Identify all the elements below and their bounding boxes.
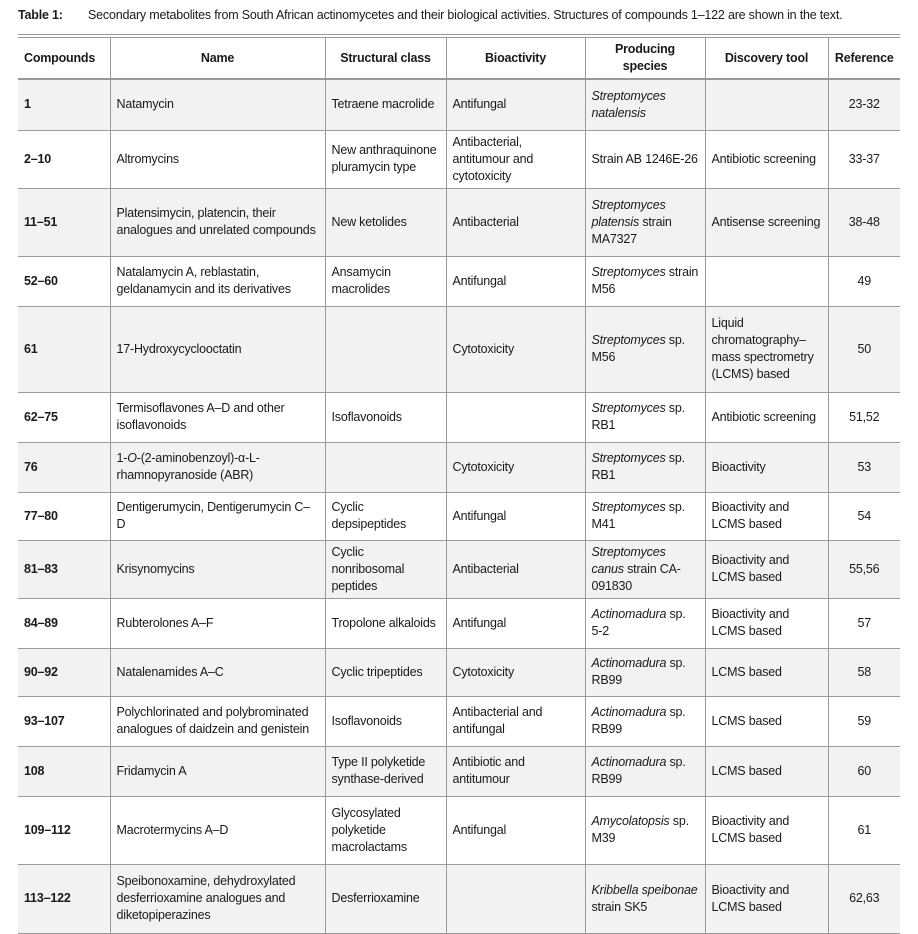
bioactivity-text: Cytotoxicity <box>452 459 515 474</box>
species-text: sp. M39 <box>591 814 689 845</box>
name-text: Rubterolones A–F <box>116 615 214 630</box>
class-text: Tropolone alkaloids <box>331 615 436 630</box>
tool-text: Bioactivity and LCMS based <box>711 553 790 584</box>
species-text: sp. RB99 <box>591 705 686 736</box>
species-text: sp. M56 <box>591 333 685 364</box>
compounds-text: 76 <box>24 459 38 474</box>
reference-cell <box>828 492 900 540</box>
tool-text: LCMS based <box>711 664 782 679</box>
species-cell <box>585 540 705 598</box>
tool-text: Bioactivity and LCMS based <box>711 500 790 531</box>
reference-text: 33-37 <box>848 151 880 166</box>
table-row <box>18 648 900 696</box>
discovery-tool-cell <box>705 746 828 796</box>
bioactivity-cell <box>446 442 585 492</box>
compounds-cell <box>18 796 110 864</box>
compounds-text: 11–51 <box>24 214 58 229</box>
species-text: sp. RB1 <box>591 401 685 432</box>
table-row <box>18 442 900 492</box>
species-text: Strain AB 1246E-26 <box>591 151 698 166</box>
compounds-text: 109–112 <box>24 822 71 837</box>
table-row <box>18 306 900 392</box>
compounds-text: 90–92 <box>24 664 58 679</box>
name-text: Natalenamides A–C <box>116 664 224 679</box>
name-cell <box>110 796 325 864</box>
bioactivity-text: Antifungal <box>452 273 507 288</box>
name-text: Krisynomycins <box>116 561 195 576</box>
bioactivity-cell <box>446 256 585 306</box>
header-structural-class: Structural class <box>325 36 446 79</box>
reference-cell <box>828 648 900 696</box>
species-italic-text: Actinomadura <box>591 656 667 670</box>
discovery-tool-cell <box>705 796 828 864</box>
header-discovery-tool: Discovery tool <box>705 36 828 79</box>
compounds-cell <box>18 306 110 392</box>
discovery-tool-cell <box>705 492 828 540</box>
reference-cell <box>828 696 900 746</box>
structural-class-cell <box>325 540 446 598</box>
discovery-tool-cell <box>705 648 828 696</box>
reference-cell <box>828 188 900 256</box>
discovery-tool-cell <box>705 696 828 746</box>
species-cell <box>585 864 705 933</box>
class-text: Tetraene macrolide <box>331 97 435 112</box>
tool-text: LCMS based <box>711 763 782 778</box>
name-text: Altromycins <box>116 151 179 166</box>
reference-cell <box>828 540 900 598</box>
name-italic-text: O <box>127 451 137 465</box>
discovery-tool-cell <box>705 540 828 598</box>
species-italic-text: Streptomyces <box>591 401 666 415</box>
species-cell <box>585 130 705 188</box>
reference-text: 62,63 <box>849 891 880 905</box>
species-cell <box>585 648 705 696</box>
structural-class-cell <box>325 79 446 130</box>
species-text: sp. RB99 <box>591 755 686 786</box>
compounds-cell <box>18 492 110 540</box>
species-text: sp. M41 <box>591 500 685 531</box>
species-cell <box>585 79 705 130</box>
table-row <box>18 256 900 306</box>
tool-text: Liquid chromatography–mass spectrometry (LCMS) based <box>711 316 814 381</box>
species-cell <box>585 306 705 392</box>
bioactivity-cell <box>446 188 585 256</box>
compounds-text: 93–107 <box>24 713 65 728</box>
species-italic-text: Streptomyces <box>591 500 666 514</box>
class-text: Type II polyketide synthase-derived <box>331 755 426 786</box>
species-cell <box>585 188 705 256</box>
compounds-text: 84–89 <box>24 615 58 630</box>
table-row <box>18 188 900 256</box>
reference-text: 38-48 <box>848 214 880 229</box>
name-text: Polychlorinated and polybrominated analogues of daidzein and genistein <box>116 705 309 736</box>
header-reference: Reference <box>828 36 900 79</box>
bioactivity-text: Cytotoxicity <box>452 341 515 356</box>
reference-cell <box>828 306 900 392</box>
name-text: 1- <box>116 451 128 465</box>
table-row <box>18 796 900 864</box>
structural-class-cell <box>325 696 446 746</box>
reference-text: 51,52 <box>849 409 880 424</box>
species-text: strain SK5 <box>591 899 648 914</box>
name-cell <box>110 540 325 598</box>
bioactivity-cell <box>446 540 585 598</box>
species-italic-text: Actinomadura <box>591 755 667 769</box>
reference-text: 55,56 <box>849 561 880 576</box>
tool-text: Antibiotic screening <box>711 151 816 166</box>
species-cell <box>585 696 705 746</box>
reference-text: 58 <box>857 664 871 679</box>
name-cell <box>110 306 325 392</box>
compounds-cell <box>18 130 110 188</box>
name-cell <box>110 864 325 933</box>
name-text: Termisoflavones A–D and other isoflavonoids <box>116 401 285 432</box>
bioactivity-text: Antibacterial, antitumour and cytotoxicity <box>452 134 534 183</box>
table-caption <box>18 8 842 22</box>
species-cell <box>585 796 705 864</box>
compounds-text: 108 <box>24 763 45 778</box>
discovery-tool-cell <box>705 306 828 392</box>
name-cell <box>110 256 325 306</box>
bioactivity-cell <box>446 492 585 540</box>
bioactivity-text: Antifungal <box>452 97 507 112</box>
name-text: Macrotermycins A–D <box>116 822 229 837</box>
bioactivity-cell <box>446 306 585 392</box>
reference-cell <box>828 598 900 648</box>
reference-text: 61 <box>857 822 871 837</box>
compounds-cell <box>18 696 110 746</box>
compounds-text: 77–80 <box>24 508 58 523</box>
structural-class-cell <box>325 130 446 188</box>
name-cell <box>110 130 325 188</box>
name-cell <box>110 79 325 130</box>
reference-text: 49 <box>857 273 871 288</box>
name-cell <box>110 598 325 648</box>
tool-text: Bioactivity <box>711 459 766 474</box>
species-text: strain M56 <box>591 265 699 296</box>
species-cell <box>585 746 705 796</box>
class-text: Isoflavonoids <box>331 713 402 728</box>
tool-text: Antisense screening <box>711 214 821 229</box>
class-text: Cyclic nonribosomal peptides <box>331 544 405 593</box>
header-compounds: Compounds <box>18 36 110 79</box>
structural-class-cell <box>325 392 446 442</box>
compounds-cell <box>18 598 110 648</box>
compounds-text: 2–10 <box>24 151 52 166</box>
compounds-text: 61 <box>24 341 38 356</box>
name-text: Platensimycin, platencin, their analogues and unrelated compounds <box>116 206 316 237</box>
species-cell <box>585 256 705 306</box>
name-text: Natalamycin A, reblastatin, geldanamycin and its derivatives <box>116 265 291 296</box>
compounds-cell <box>18 392 110 442</box>
reference-text: 50 <box>857 341 871 356</box>
bioactivity-text: Antibiotic and antitumour <box>452 755 525 786</box>
class-text: New anthraquinone pluramycin type <box>331 143 437 174</box>
header-producing-species: Producing species <box>585 36 705 79</box>
bioactivity-cell <box>446 746 585 796</box>
reference-text: 60 <box>857 763 871 778</box>
class-text: Cyclic depsipeptides <box>331 500 407 531</box>
compounds-cell <box>18 540 110 598</box>
compounds-text: 62–75 <box>24 409 58 424</box>
compounds-cell <box>18 442 110 492</box>
reference-text: 57 <box>857 615 871 630</box>
table-row <box>18 79 900 130</box>
name-cell <box>110 696 325 746</box>
table-row <box>18 492 900 540</box>
compounds-cell <box>18 256 110 306</box>
reference-cell <box>828 796 900 864</box>
bioactivity-cell <box>446 696 585 746</box>
metabolites-table <box>18 34 900 934</box>
reference-cell <box>828 130 900 188</box>
class-text: Desferrioxamine <box>331 891 420 905</box>
species-cell <box>585 492 705 540</box>
structural-class-cell <box>325 796 446 864</box>
table-row <box>18 598 900 648</box>
species-italic-text: Streptomyces <box>591 333 666 347</box>
name-text: 17-Hydroxycyclooctatin <box>116 341 242 356</box>
bioactivity-cell <box>446 796 585 864</box>
name-cell <box>110 746 325 796</box>
structural-class-cell <box>325 648 446 696</box>
species-italic-text: Kribbella speibonae <box>591 882 698 897</box>
name-cell <box>110 188 325 256</box>
discovery-tool-cell <box>705 79 828 130</box>
bioactivity-text: Cytotoxicity <box>452 664 515 679</box>
name-text: Speibonoxamine, dehydroxylated desferrioxamine analogues and diketopiperazines <box>116 874 296 922</box>
compounds-text: 52–60 <box>24 273 58 288</box>
species-italic-text: Streptomyces <box>591 451 666 465</box>
bioactivity-text: Antibacterial <box>452 561 519 576</box>
bioactivity-text: Antibacterial <box>452 214 519 229</box>
structural-class-cell <box>325 492 446 540</box>
tool-text: Bioactivity and LCMS based <box>711 814 790 845</box>
species-italic-text: Streptomyces canus <box>591 544 666 576</box>
species-italic-text: Actinomadura <box>591 705 667 719</box>
compounds-text: 81–83 <box>24 561 58 576</box>
species-italic-text: Amycolatopsis <box>591 814 670 828</box>
structural-class-cell <box>325 864 446 933</box>
species-cell <box>585 442 705 492</box>
bioactivity-cell <box>446 130 585 188</box>
structural-class-cell <box>325 256 446 306</box>
species-text: sp. RB1 <box>591 451 685 482</box>
discovery-tool-cell <box>705 256 828 306</box>
caption-label: Table 1: <box>18 8 63 22</box>
class-text: New ketolides <box>331 214 407 229</box>
reference-cell <box>828 442 900 492</box>
species-cell <box>585 392 705 442</box>
name-text: -(2-aminobenzoyl)-α-L-rhamnopyranoside (ABR) <box>116 451 260 482</box>
structural-class-cell <box>325 188 446 256</box>
bioactivity-cell <box>446 79 585 130</box>
structural-class-cell <box>325 598 446 648</box>
name-text: Dentigerumycin, Dentigerumycin C–D <box>116 500 310 531</box>
compounds-cell <box>18 79 110 130</box>
reference-text: 23-32 <box>848 97 880 112</box>
species-italic-text: Streptomyces platensis <box>591 197 666 229</box>
table-header-row <box>18 36 900 79</box>
class-text: Cyclic tripeptides <box>331 664 423 679</box>
name-text: Fridamycin A <box>116 763 187 778</box>
caption-text: Secondary metabolites from South African actinomycetes and their biological activities. Structures of compounds 1–122 are shown in the text. <box>88 8 843 22</box>
tool-text: Bioactivity and LCMS based <box>711 882 790 914</box>
compounds-text: 113–122 <box>24 891 71 905</box>
bioactivity-text: Antibacterial and antifungal <box>452 705 543 736</box>
name-cell <box>110 442 325 492</box>
reference-cell <box>828 746 900 796</box>
table-row <box>18 746 900 796</box>
structural-class-cell <box>325 442 446 492</box>
bioactivity-text: Antifungal <box>452 822 507 837</box>
name-text: Natamycin <box>116 97 174 112</box>
reference-text: 54 <box>857 508 871 523</box>
species-italic-text: Streptomyces <box>591 265 666 279</box>
species-italic-text: Streptomyces natalensis <box>591 88 666 120</box>
compounds-text: 1 <box>24 97 31 112</box>
structural-class-cell <box>325 746 446 796</box>
species-text: strain CA-091830 <box>591 561 681 593</box>
class-text: Glycosylated polyketide macrolactams <box>331 805 407 854</box>
reference-text: 59 <box>857 713 871 728</box>
discovery-tool-cell <box>705 130 828 188</box>
bioactivity-cell <box>446 392 585 442</box>
reference-cell <box>828 256 900 306</box>
table-row <box>18 392 900 442</box>
bioactivity-text: Antifungal <box>452 508 507 523</box>
name-cell <box>110 492 325 540</box>
table-row <box>18 696 900 746</box>
reference-cell <box>828 79 900 130</box>
class-text: Isoflavonoids <box>331 409 402 424</box>
tool-text: Bioactivity and LCMS based <box>711 607 790 638</box>
table-row <box>18 864 900 933</box>
reference-cell <box>828 392 900 442</box>
header-bioactivity: Bioactivity <box>446 36 585 79</box>
discovery-tool-cell <box>705 598 828 648</box>
name-cell <box>110 392 325 442</box>
species-text: sp. 5-2 <box>591 607 686 638</box>
bioactivity-cell <box>446 598 585 648</box>
bioactivity-text: Antifungal <box>452 615 507 630</box>
discovery-tool-cell <box>705 442 828 492</box>
header-name: Name <box>110 36 325 79</box>
compounds-cell <box>18 648 110 696</box>
table-row <box>18 540 900 598</box>
discovery-tool-cell <box>705 188 828 256</box>
species-cell <box>585 598 705 648</box>
bioactivity-cell <box>446 648 585 696</box>
structural-class-cell <box>325 306 446 392</box>
name-cell <box>110 648 325 696</box>
discovery-tool-cell <box>705 864 828 933</box>
bioactivity-cell <box>446 864 585 933</box>
compounds-cell <box>18 746 110 796</box>
class-text: Ansamycin macrolides <box>331 265 391 296</box>
table-row <box>18 130 900 188</box>
species-text: strain MA7327 <box>591 214 672 246</box>
species-italic-text: Actinomadura <box>591 607 667 621</box>
compounds-cell <box>18 188 110 256</box>
compounds-cell <box>18 864 110 933</box>
discovery-tool-cell <box>705 392 828 442</box>
reference-cell <box>828 864 900 933</box>
reference-text: 53 <box>857 459 871 474</box>
species-text: sp. RB99 <box>591 656 686 687</box>
tool-text: LCMS based <box>711 713 782 728</box>
tool-text: Antibiotic screening <box>711 409 816 424</box>
